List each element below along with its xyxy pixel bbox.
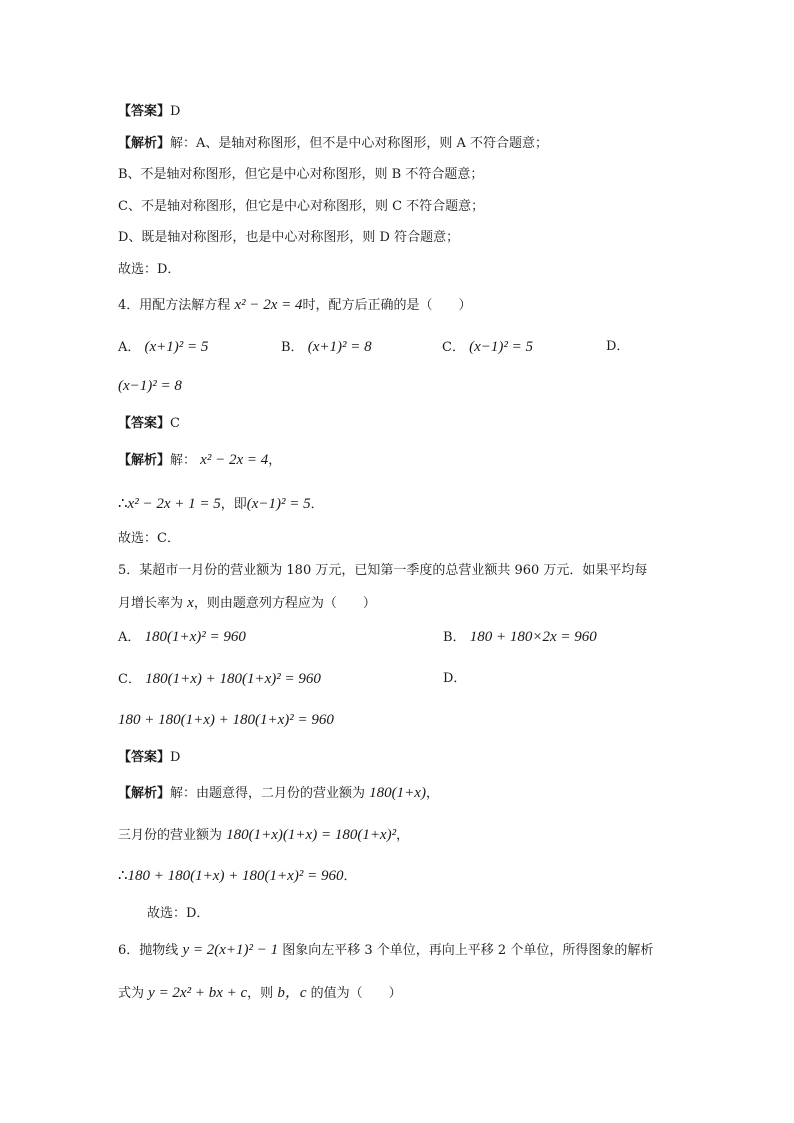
q6-stem-line2	[118, 983, 402, 1004]
q4-stem	[118, 295, 472, 316]
option-equation: (x−1)² = 5	[469, 339, 533, 355]
q4-option-c	[442, 337, 533, 358]
analysis-text: 解：A、是轴对称图形，但不是中心对称图形，则 A 不符合题意；	[170, 136, 549, 151]
option-label: C．	[442, 340, 465, 355]
q4-answer	[118, 414, 180, 434]
stem-equation: x² − 2x = 4	[234, 297, 303, 313]
answer-tag: 【答案】	[118, 750, 171, 765]
analysis-tag: 【解析】	[118, 453, 171, 468]
stem-text-mid: ，则	[247, 986, 274, 1001]
answer-value: D	[170, 104, 181, 119]
option-label: A．	[118, 340, 141, 355]
q5-analysis-line2	[118, 825, 409, 846]
q3-analysis-line4: D、既是轴对称图形，也是中心对称图形，则 D 符合题意；	[118, 230, 460, 245]
q4-option-d-label: D．	[606, 339, 630, 354]
q4-analysis-line1	[118, 450, 281, 471]
stem-equation: y = 2(x+1)² − 1	[182, 942, 279, 958]
stem-text-post: ，则由题意列方程应为（ ）	[193, 596, 376, 611]
option-equation: 180 + 180(1+x) + 180(1+x)² = 960	[118, 712, 334, 728]
analysis-punct: ，	[425, 786, 439, 801]
q3-analysis-line1	[118, 134, 548, 154]
stem-text: 月增长率为	[118, 596, 184, 611]
stem-text-mid: 图象向左平移 3 个单位，再向上平移 2 个单位，所得图象的解析	[282, 943, 654, 958]
option-equation: 180(1+x)² = 960	[144, 629, 246, 645]
q5-stem-line1	[118, 561, 647, 581]
option-equation: (x−1)² = 8	[118, 378, 182, 394]
question-number: 5．	[118, 563, 140, 578]
q4-conclusion: 故选：C．	[118, 531, 180, 546]
q5-option-a	[118, 627, 246, 648]
analysis-text: ，即	[220, 497, 247, 512]
option-equation: (x+1)² = 5	[144, 339, 209, 355]
q3-conclusion: 故选：D．	[118, 262, 181, 277]
q4-option-a	[118, 337, 208, 358]
analysis-text: 解：	[170, 453, 197, 468]
analysis-equation: x² − 2x = 4	[200, 452, 269, 468]
stem-variable: x	[187, 595, 194, 611]
analysis-text: 三月份的营业额为	[118, 828, 223, 843]
analysis-equation: 180(1+x)(1+x) = 180(1+x)²	[226, 827, 397, 843]
analysis-text: 解：由题意得，二月份的营业额为	[170, 786, 366, 801]
analysis-punct: ，	[396, 828, 410, 843]
analysis-equation: 180(1+x)	[369, 785, 426, 801]
q5-analysis-line3	[118, 866, 356, 887]
q5-option-b	[443, 627, 597, 648]
question-number: 6．	[118, 943, 140, 958]
answer-value: D	[170, 750, 181, 765]
q5-answer	[118, 748, 180, 768]
option-label: B．	[443, 630, 466, 645]
analysis-punct: ．	[310, 497, 324, 512]
therefore-symbol: ∴	[118, 868, 128, 884]
q5-analysis-line1	[118, 783, 439, 804]
analysis-punct: ，	[268, 453, 282, 468]
q5-option-d	[118, 710, 334, 731]
stem-text-post: 的值为（ ）	[310, 986, 402, 1001]
stem-text: 抛物线	[139, 943, 179, 958]
stem-text: 某超市一月份的营业额为 180 万元，已知第一季度的总营业额共 960 万元．如果平均每	[139, 563, 648, 578]
stem-text: 用配方法解方程	[139, 298, 231, 313]
q5-option-d-label: D．	[443, 671, 467, 686]
option-label: A．	[118, 630, 141, 645]
stem-text-post: 时，配方后正确的是（ ）	[302, 298, 472, 313]
q5-stem-line2	[118, 593, 376, 614]
q3-analysis-line3: C、不是轴对称图形，但它是中心对称图形，则 C 不符合题意；	[118, 199, 485, 214]
option-equation: 180(1+x) + 180(1+x)² = 960	[145, 671, 321, 687]
q3-analysis-line2: B、不是轴对称图形，但它是中心对称图形，则 B 不符合题意；	[118, 167, 484, 182]
analysis-tag: 【解析】	[118, 136, 171, 151]
question-number: 4．	[118, 298, 140, 313]
q4-option-d	[118, 376, 182, 397]
stem-variables: b，c	[277, 985, 307, 1001]
q3-answer	[118, 102, 180, 122]
stem-text: 式为	[118, 986, 145, 1001]
q5-conclusion: 故选：D．	[147, 906, 210, 921]
answer-value: C	[170, 416, 180, 431]
option-equation: 180 + 180×2x = 960	[469, 629, 597, 645]
q5-option-c	[118, 669, 321, 690]
stem-equation: y = 2x² + bx + c	[148, 985, 248, 1001]
option-label: B．	[281, 340, 304, 355]
q4-analysis-line2	[118, 494, 324, 515]
option-label: C．	[118, 672, 141, 687]
q4-option-b	[281, 337, 372, 358]
answer-tag: 【答案】	[118, 104, 171, 119]
analysis-equation: 180 + 180(1+x) + 180(1+x)² = 960	[127, 868, 344, 884]
analysis-equation: x² − 2x + 1 = 5	[127, 496, 221, 512]
option-equation: (x+1)² = 8	[307, 339, 372, 355]
analysis-punct: ．	[343, 869, 357, 884]
q6-stem-line1	[118, 940, 653, 961]
analysis-tag: 【解析】	[118, 786, 171, 801]
analysis-equation: (x−1)² = 5	[246, 496, 311, 512]
answer-tag: 【答案】	[118, 416, 171, 431]
therefore-symbol: ∴	[118, 496, 128, 512]
